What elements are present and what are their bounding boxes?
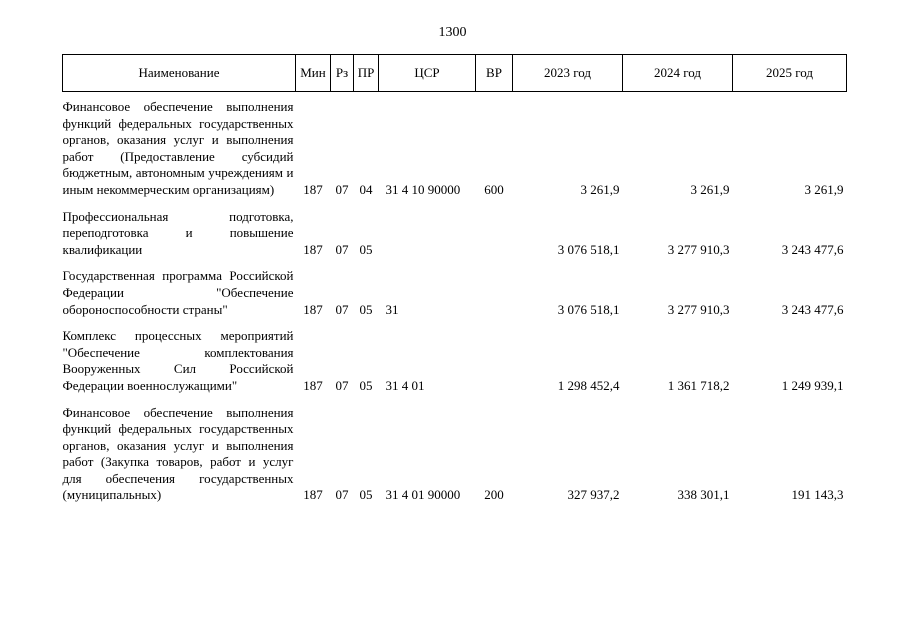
row-csr: 31 4 10 90000 [385, 181, 461, 197]
row-rz: 07 [335, 487, 349, 503]
row-amount-2023: 3 261,9 [580, 181, 620, 197]
row-min: 187 [303, 487, 323, 503]
row-pr: 05 [359, 241, 373, 257]
row-amount-2024: 3 277 910,3 [667, 241, 730, 257]
row-amount-2024: 3 261,9 [690, 181, 730, 197]
row-amount-2023: 3 076 518,1 [557, 241, 620, 257]
row-name: Финансовое обеспечение выполнения функций федеральных государственных органов, оказания услуг и выполнения работ (Предоставление субсидий бюджетным, автономным учреждениям и иным некоммерческим организациям) [62, 99, 294, 197]
row-amount-2024: 1 361 718,2 [667, 377, 730, 393]
row-vr [476, 199, 513, 259]
row-rz: 07 [335, 301, 349, 317]
budget-table [62, 54, 847, 504]
table-row [63, 199, 847, 259]
row-csr: 31 4 01 [385, 377, 425, 393]
col-header-csr: ЦСР [379, 55, 476, 92]
col-header-2025: 2025 год [733, 55, 847, 92]
row-name: Профессиональная подготовка, переподготовка и повышение квалификации [62, 208, 294, 257]
col-header-2023: 2023 год [513, 55, 623, 92]
row-name: Государственная программа Российской Федерации "Обеспечение обороноспособности страны" [62, 268, 294, 317]
row-amount-2023: 1 298 452,4 [557, 377, 620, 393]
row-rz: 07 [335, 377, 349, 393]
row-csr: 31 4 01 90000 [385, 487, 461, 503]
col-header-min: Мин [296, 55, 331, 92]
row-csr: 31 [385, 301, 399, 317]
row-csr [379, 199, 476, 259]
table-row [63, 318, 847, 394]
row-amount-2025: 3 243 477,6 [781, 241, 844, 257]
row-rz: 07 [335, 181, 349, 197]
table-row [63, 395, 847, 505]
table-row [63, 258, 847, 318]
row-amount-2024: 338 301,1 [677, 487, 730, 503]
row-vr [476, 258, 513, 318]
row-amount-2025: 191 143,3 [791, 487, 844, 503]
row-amount-2023: 3 076 518,1 [557, 301, 620, 317]
row-name: Финансовое обеспечение выполнения функций федеральных государственных органов, оказания услуг и выполнения работ (Закупка товаров, работ и услуг для обеспечения государственных (муниципальных) [62, 404, 294, 503]
row-pr: 05 [359, 377, 373, 393]
col-header-pr: ПР [354, 55, 379, 92]
row-min: 187 [303, 241, 323, 257]
row-min: 187 [303, 377, 323, 393]
row-vr: 200 [484, 487, 504, 503]
col-header-vr: ВР [476, 55, 513, 92]
row-min: 187 [303, 181, 323, 197]
col-header-rz: Рз [331, 55, 354, 92]
table-header-row [63, 55, 847, 92]
row-rz: 07 [335, 241, 349, 257]
page-number: 1300 [438, 25, 467, 40]
row-amount-2023: 327 937,2 [567, 487, 620, 503]
row-amount-2024: 3 277 910,3 [667, 301, 730, 317]
row-amount-2025: 3 261,9 [804, 181, 844, 197]
row-name: Комплекс процессных мероприятий "Обеспечение комплектования Вооруженных Сил Российской Федерации военнослужащими" [62, 328, 294, 393]
row-pr: 05 [359, 301, 373, 317]
row-min: 187 [303, 301, 323, 317]
row-pr: 05 [359, 487, 373, 503]
row-vr [476, 318, 513, 394]
col-header-name: Наименование [63, 55, 296, 92]
row-vr: 600 [484, 181, 504, 197]
table-row [63, 92, 847, 199]
row-pr: 04 [359, 181, 373, 197]
row-amount-2025: 1 249 939,1 [781, 377, 844, 393]
row-amount-2025: 3 243 477,6 [781, 301, 844, 317]
col-header-2024: 2024 год [623, 55, 733, 92]
